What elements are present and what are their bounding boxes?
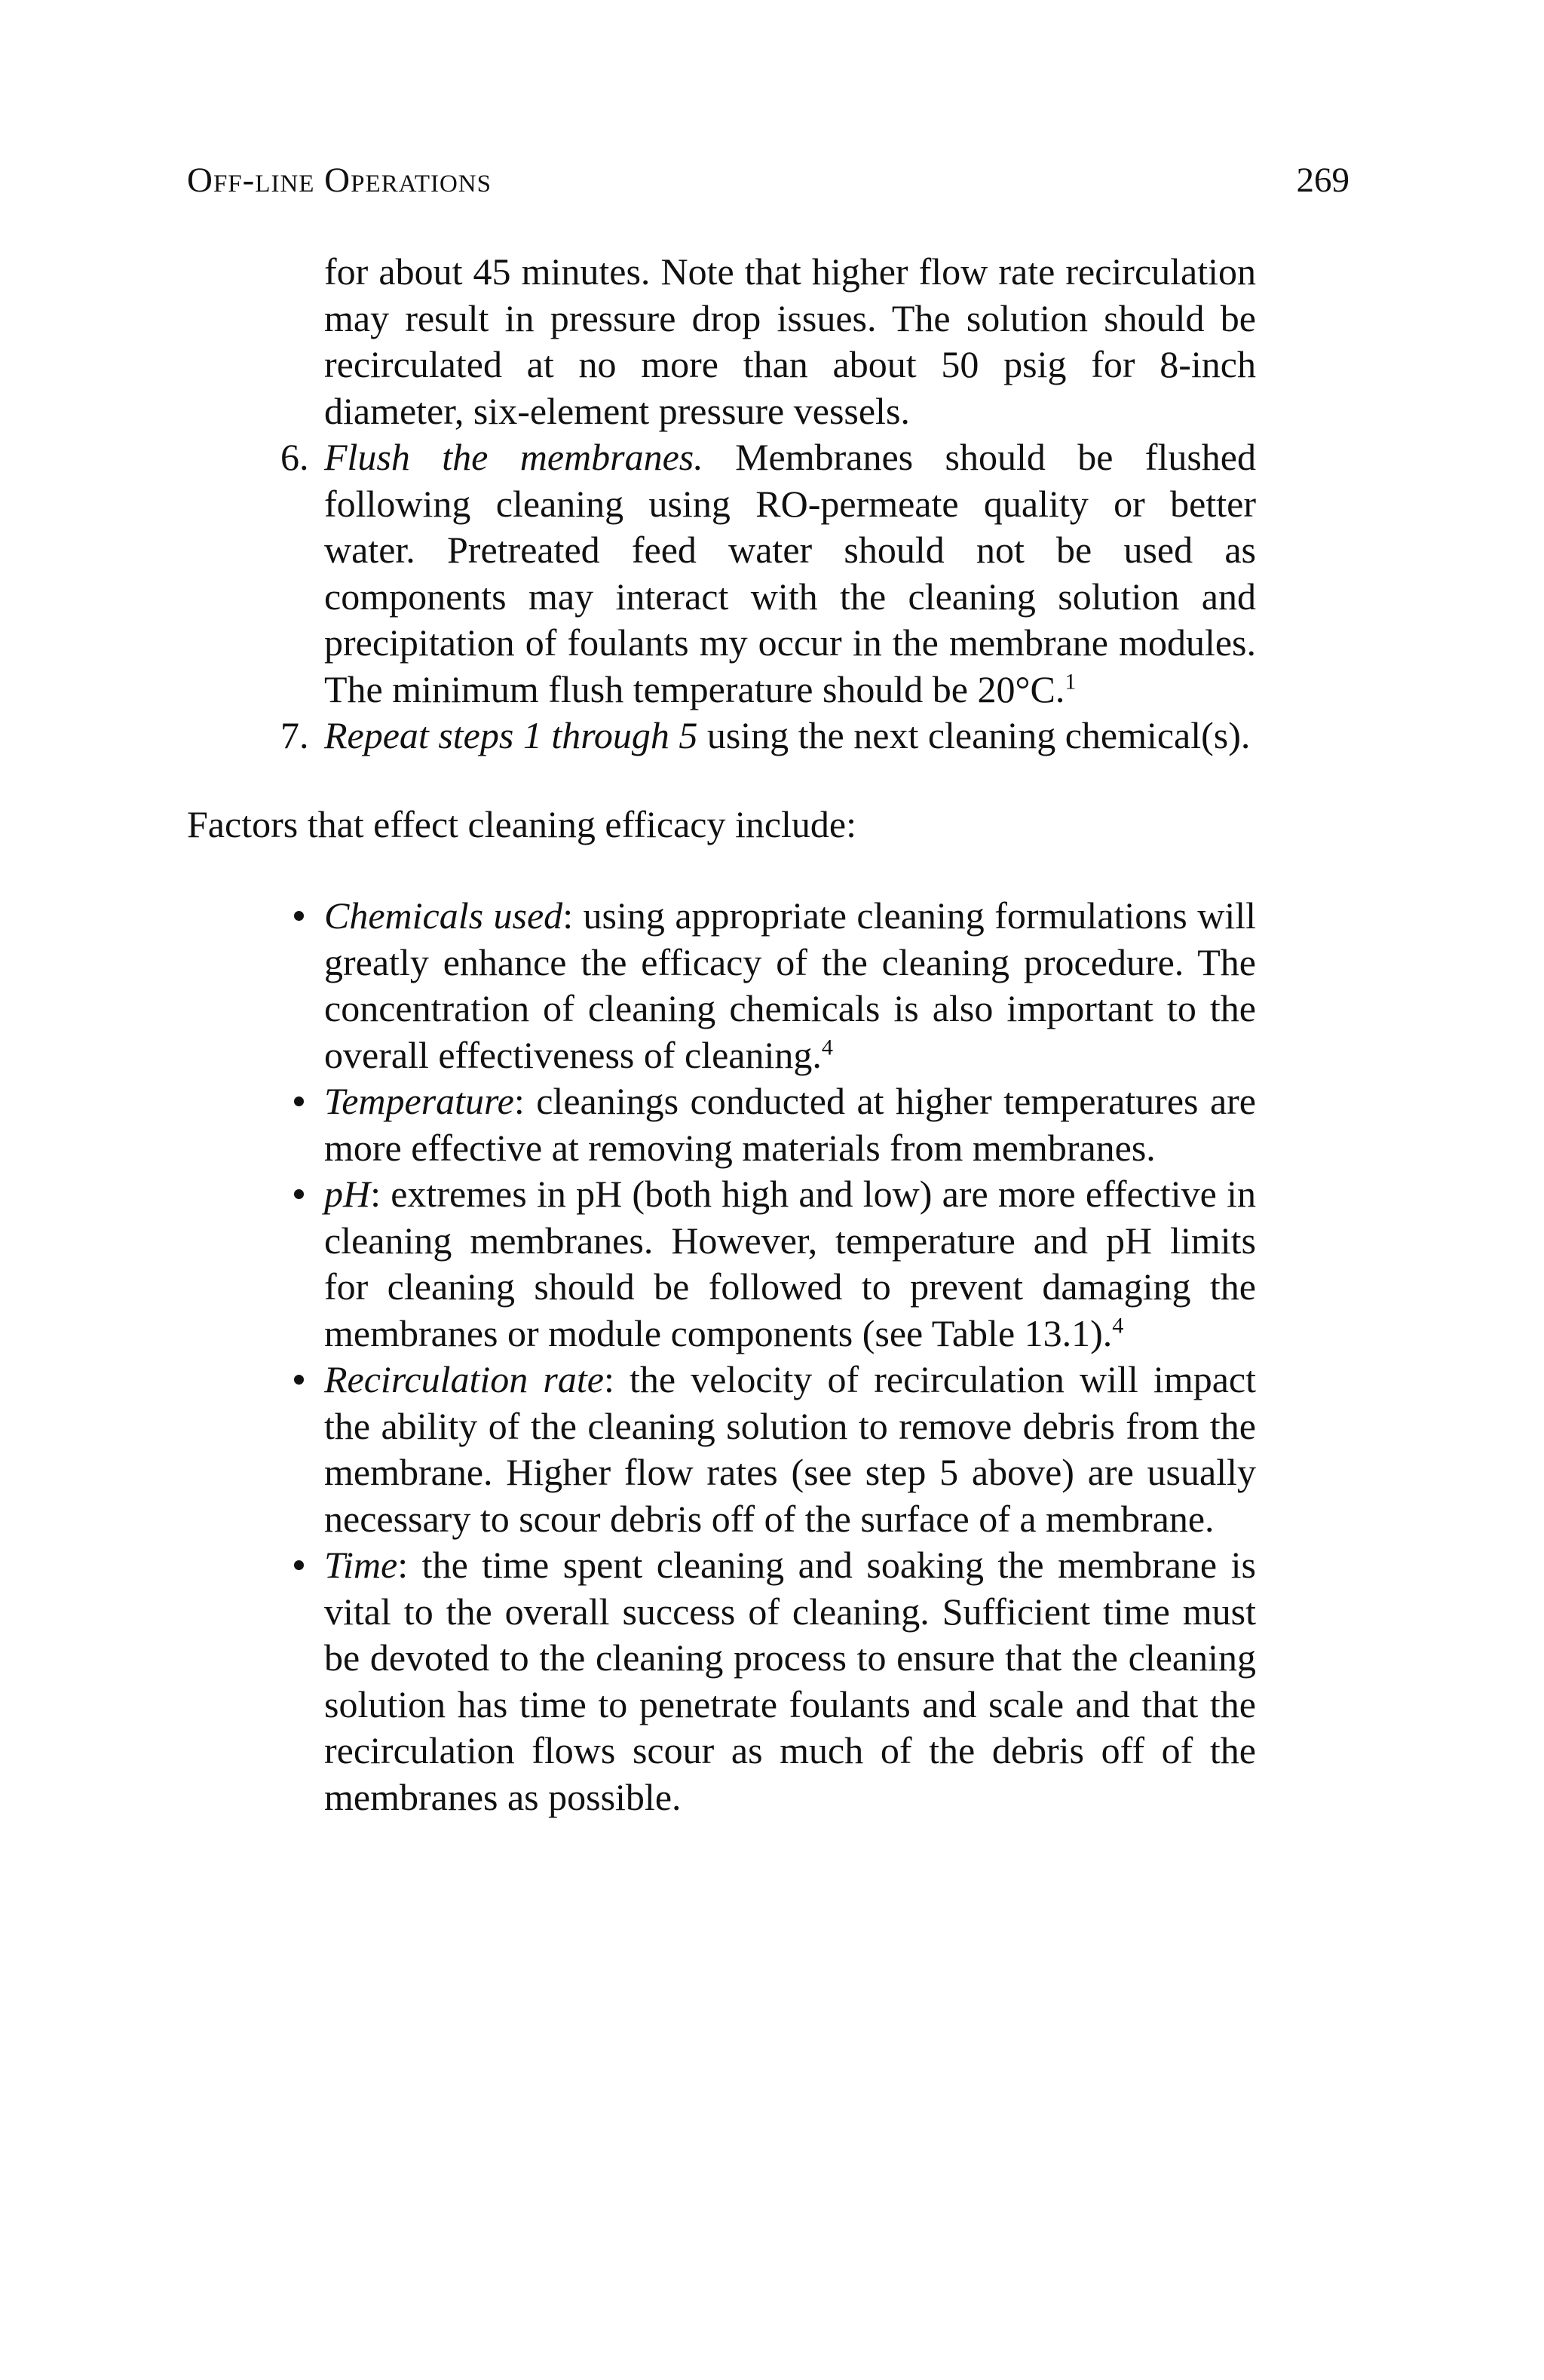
factor-time — [187, 1542, 1256, 1820]
bullet-icon — [294, 1189, 304, 1199]
step-text: using the next cleaning chemical(s). — [697, 714, 1251, 756]
factors-list — [187, 893, 1256, 1820]
factor-text: : the velocity of recirculation will impact the ability of the cleaning solution to remove debris from the membrane. Higher flow rates (see step 5 above) are usually necessary to scour debris off of the surface of a membrane. — [324, 1358, 1256, 1540]
factor-term: Time — [324, 1544, 398, 1586]
factor-term: Recirculation rate — [324, 1358, 604, 1400]
step-title: Flush the membranes. — [324, 436, 703, 478]
factor-text: : cleanings conducted at higher temperatures are more effective at removing materials from membranes. — [324, 1080, 1256, 1169]
page-number: 269 — [1296, 161, 1349, 200]
factor-text: : using appropriate cleaning formulations will greatly enhance the efficacy of the cleaning procedure. The concentration of cleaning chemicals is also important to the overall effectiveness of cleaning. — [324, 894, 1256, 1076]
factors-intro: Factors that effect cleaning efficacy include: — [187, 802, 857, 845]
step-6 — [187, 434, 1256, 713]
bullet-icon — [294, 911, 304, 921]
factor-term: Temperature — [324, 1080, 514, 1122]
bullet-icon — [294, 1096, 304, 1106]
step-title: Repeat steps 1 through 5 — [324, 714, 698, 756]
factor-recirculation-rate — [187, 1357, 1256, 1542]
factor-text: : the time spent cleaning and soaking the membrane is vital to the overall success of cleaning. Sufficient time must be devoted to the cleaning process to ensure that the cleaning solution has time to penetrate foulants and scale and that the recirculation flows scour as much of the debris off of the membranes as possible. — [324, 1544, 1256, 1818]
footnote-ref: 4 — [821, 1034, 833, 1060]
footnote-ref: 4 — [1112, 1312, 1124, 1338]
bullet-icon — [294, 1375, 304, 1385]
page-body — [187, 249, 1256, 1820]
step-number: 7. — [280, 714, 309, 756]
running-header — [187, 160, 1349, 201]
step-text: Membranes should be flushed following cleaning using RO-permeate quality or better water. Pretreated feed water should not be used as components may interact with the cleaning solution and precipitation of foulants my occur in the membrane modules. The minimum flush temperature should be 20°C. — [324, 436, 1256, 710]
running-title: Off-line Operations — [187, 161, 492, 200]
footnote-ref: 1 — [1065, 668, 1077, 694]
factor-ph — [187, 1171, 1256, 1357]
factor-term: pH — [324, 1173, 371, 1215]
step-continuation: for about 45 minutes. Note that higher flow rate recirculation may result in pressure drop issues. The solution should be recirculated at no more than about 50 psig for 8-inch diameter, six-element pressure vessels. — [324, 250, 1256, 432]
step-7 — [187, 713, 1256, 759]
factor-text: : extremes in pH (both high and low) are more effective in cleaning membranes. However, temperature and pH limits for cleaning should be followed to prevent damaging the membranes or module components (see Table 13.1). — [324, 1173, 1256, 1354]
factor-chemicals — [187, 893, 1256, 1078]
factor-temperature — [187, 1078, 1256, 1171]
step-number: 6. — [280, 436, 309, 478]
bullet-icon — [294, 1560, 304, 1570]
factor-term: Chemicals used — [324, 894, 563, 937]
